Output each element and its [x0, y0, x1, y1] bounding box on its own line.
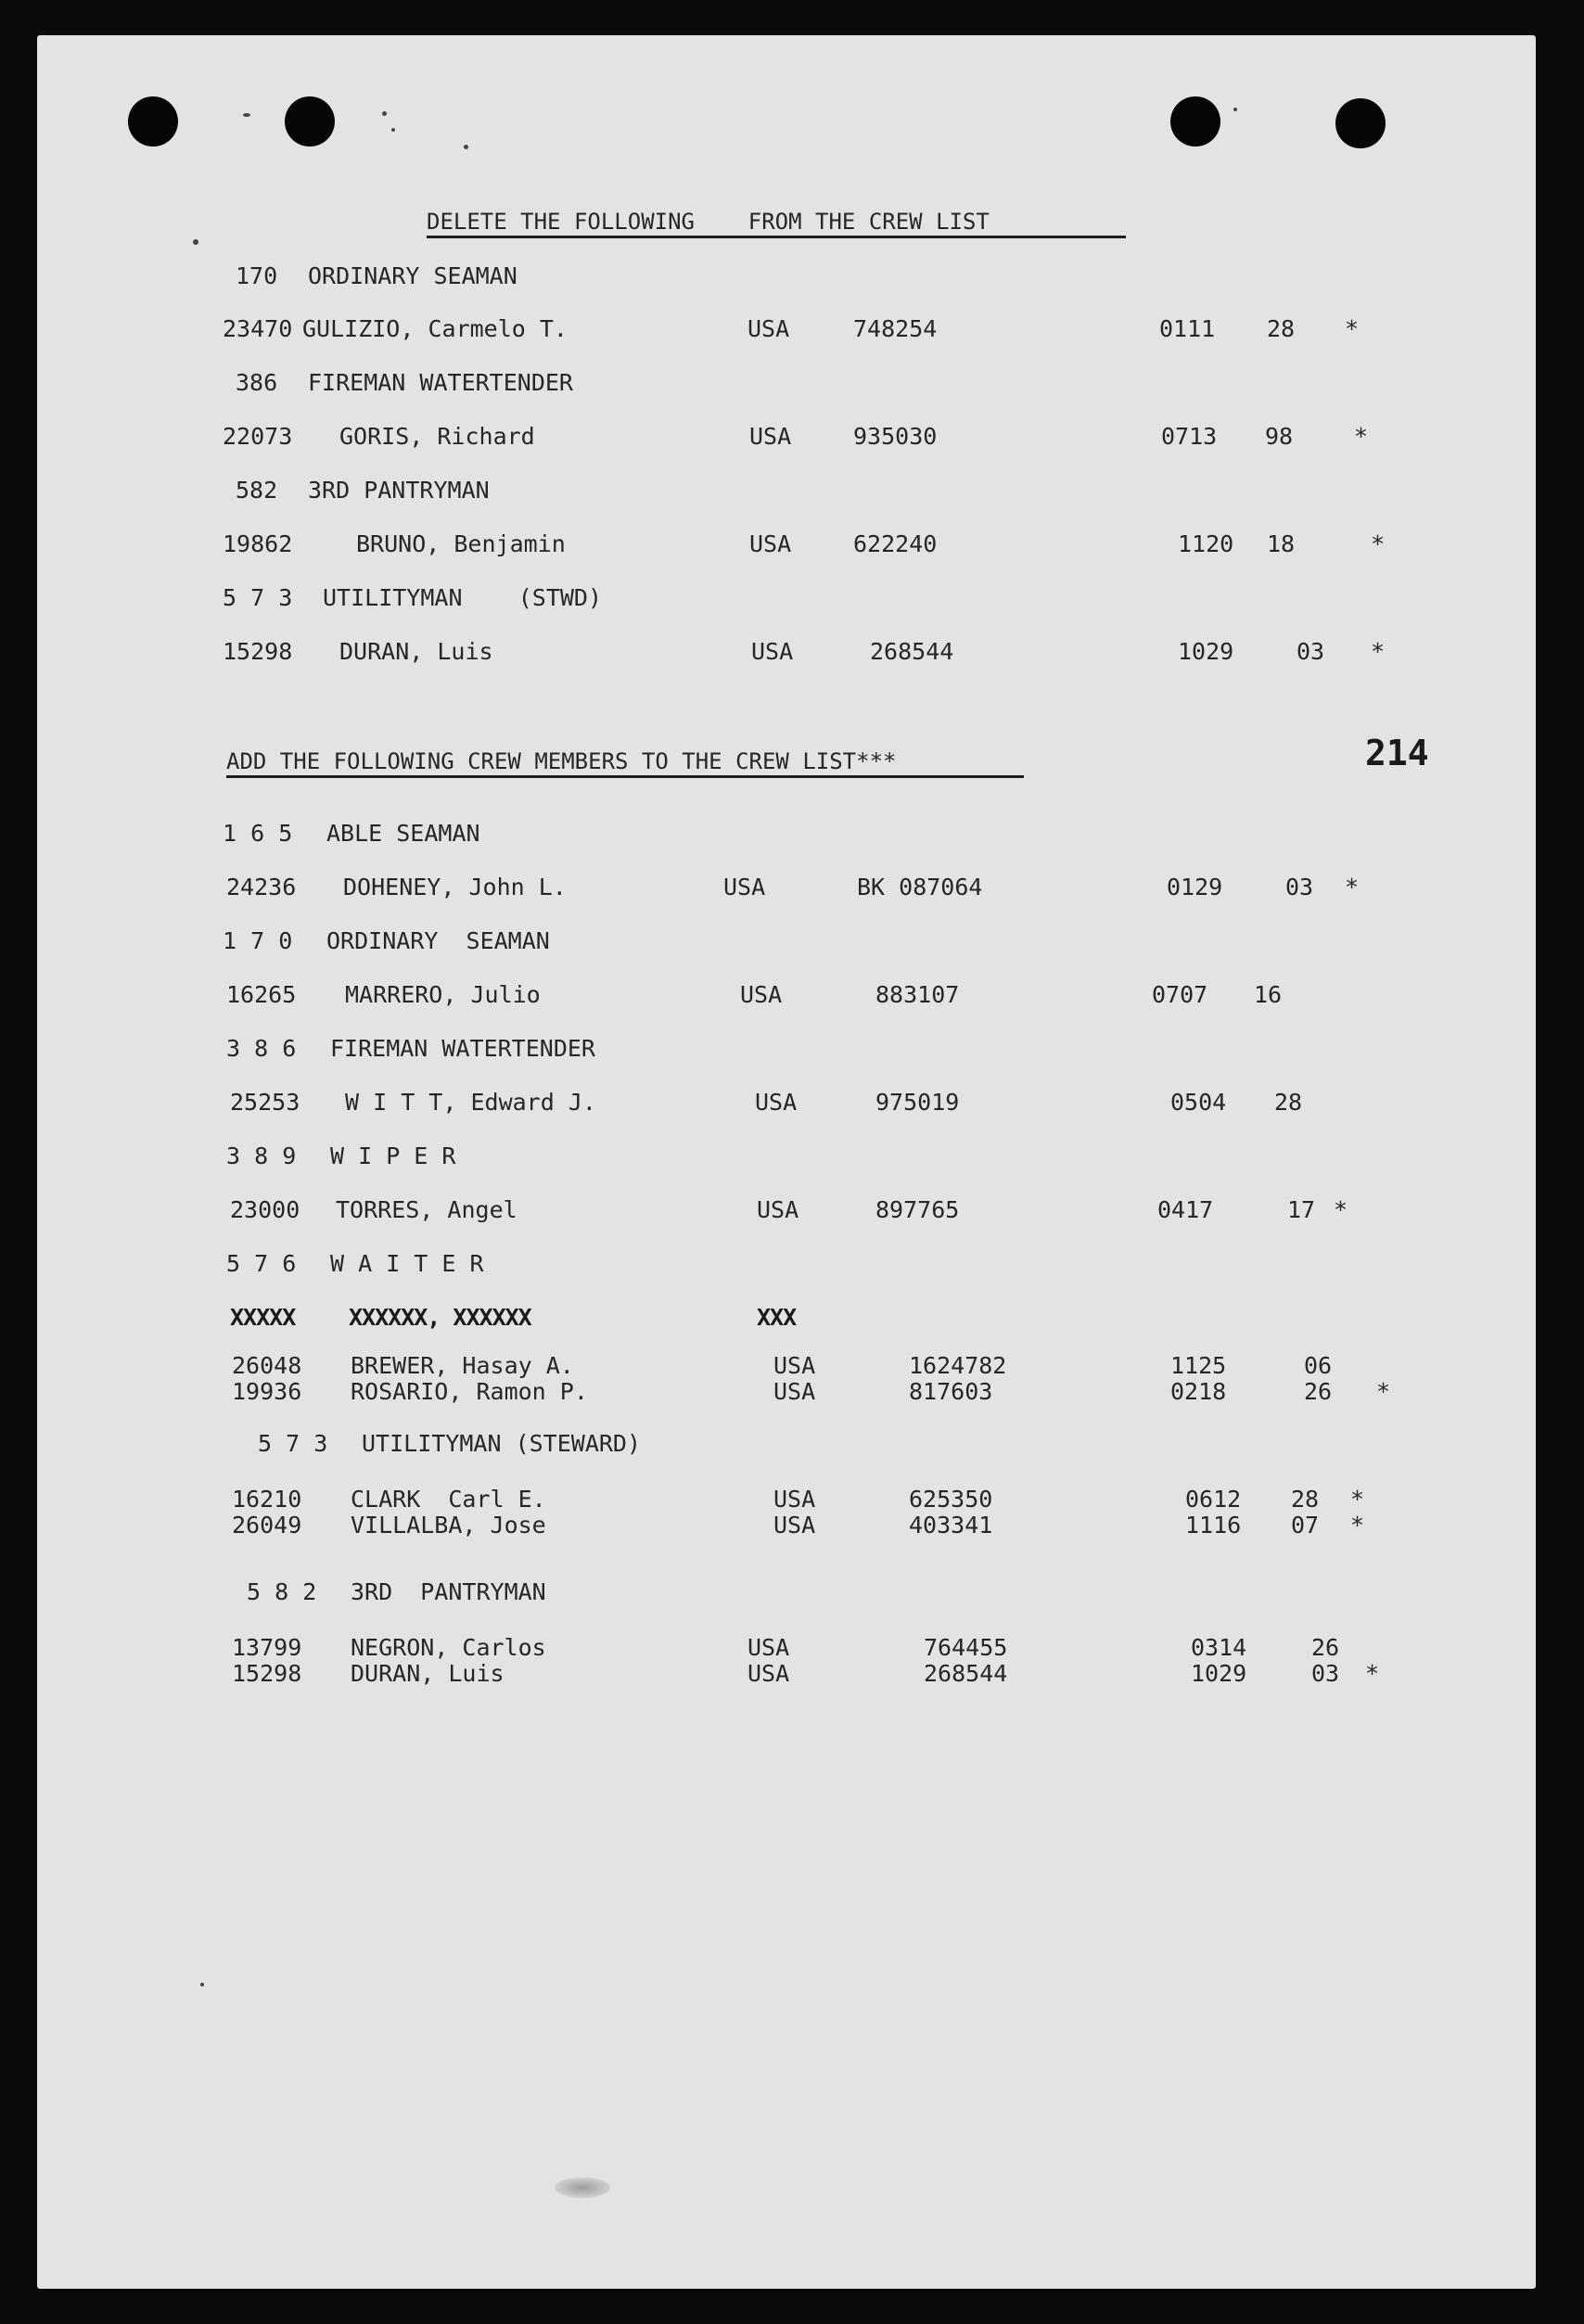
crew-name: BRUNO, Benjamin	[356, 530, 566, 557]
speck	[200, 1983, 204, 1986]
certificate-number: 1624782	[909, 1352, 1007, 1379]
date-code: 0417	[1157, 1196, 1214, 1223]
nationality: USA	[723, 874, 766, 900]
crew-name: NEGRON, Carlos	[351, 1634, 546, 1661]
job-code: 5 7 3	[258, 1430, 328, 1457]
job-code: 1 6 5	[223, 820, 293, 847]
speck	[382, 111, 387, 116]
job-title: UTILITYMAN (STWD)	[323, 584, 603, 611]
asterisk-mark: *	[1376, 1378, 1391, 1405]
number-code: 06	[1304, 1352, 1333, 1379]
certificate-number: 268544	[870, 638, 954, 665]
job-title: ABLE SEAMAN	[326, 820, 480, 847]
crew-id: 24236	[226, 874, 297, 900]
job-title: W A I T E R	[330, 1250, 484, 1277]
date-code: 1120	[1178, 530, 1234, 557]
crew-id: 15298	[223, 638, 293, 665]
job-title: ORDINARY SEAMAN	[326, 927, 550, 954]
crew-name: ROSARIO, Ramon P.	[351, 1378, 588, 1405]
number-code: 17	[1287, 1196, 1316, 1223]
nationality: USA	[747, 1660, 790, 1687]
number-code: 28	[1274, 1089, 1303, 1116]
crew-id: 26048	[232, 1352, 302, 1379]
certificate-number: 268544	[924, 1660, 1008, 1687]
certificate-number: 975019	[875, 1089, 960, 1116]
job-code: 3 8 6	[226, 1035, 297, 1062]
crew-name: DURAN, Luis	[339, 638, 493, 665]
job-title: 3RD PANTRYMAN	[308, 477, 490, 504]
number-code: 03	[1285, 874, 1314, 900]
crew-name: GORIS, Richard	[339, 423, 535, 450]
crew-id: 23000	[230, 1196, 300, 1223]
job-code: 170	[236, 262, 278, 289]
date-code: 1116	[1185, 1512, 1242, 1539]
crew-name: VILLALBA, Jose	[351, 1512, 546, 1539]
date-code: 1125	[1170, 1352, 1227, 1379]
certificate-number: 935030	[853, 423, 938, 450]
certificate-number: 403341	[909, 1512, 993, 1539]
crew-id: 19936	[232, 1378, 302, 1405]
heading-underline	[226, 775, 1024, 778]
crew-id: 16265	[226, 981, 297, 1008]
certificate-number: 817603	[909, 1378, 993, 1405]
certificate-number: 764455	[924, 1634, 1008, 1661]
nationality: USA	[749, 423, 792, 450]
number-code: 28	[1291, 1486, 1320, 1513]
number-code: 16	[1254, 981, 1283, 1008]
crew-name: MARRERO, Julio	[345, 981, 541, 1008]
job-title: UTILITYMAN (STEWARD)	[362, 1430, 642, 1457]
asterisk-mark: *	[1354, 423, 1369, 450]
crew-name: GULIZIO, Carmelo T.	[302, 315, 568, 342]
delete-heading: DELETE THE FOLLOWING FROM THE CREW LIST	[427, 209, 990, 235]
crew-name: BREWER, Hasay A.	[351, 1352, 574, 1379]
job-title: W I P E R	[330, 1143, 456, 1169]
asterisk-mark: *	[1334, 1196, 1348, 1223]
job-title: FIREMAN WATERTENDER	[308, 369, 573, 396]
nationality: USA	[751, 638, 794, 665]
asterisk-mark: *	[1345, 874, 1360, 900]
crew-name: TORRES, Angel	[336, 1196, 517, 1223]
heading-underline	[427, 236, 1126, 238]
certificate-number: 625350	[909, 1486, 993, 1513]
date-code: 0111	[1159, 315, 1216, 342]
number-code: 26	[1311, 1634, 1340, 1661]
nationality: USA	[755, 1089, 798, 1116]
job-title: FIREMAN WATERTENDER	[330, 1035, 595, 1062]
punch-hole	[1170, 96, 1220, 147]
crew-name: W I T T, Edward J.	[345, 1089, 596, 1116]
crew-id: 22073	[223, 423, 293, 450]
job-code: 582	[236, 477, 278, 504]
date-code: 0218	[1170, 1378, 1227, 1405]
job-title: 3RD PANTRYMAN	[351, 1578, 546, 1605]
punch-hole	[128, 96, 178, 147]
date-code: 0129	[1167, 874, 1223, 900]
date-code: 0504	[1170, 1089, 1227, 1116]
job-code: 3 8 9	[226, 1143, 297, 1169]
speck	[243, 113, 250, 117]
crew-name: DOHENEY, John L.	[343, 874, 567, 900]
nationality: USA	[773, 1512, 816, 1539]
nationality: USA	[773, 1352, 816, 1379]
nationality: USA	[740, 981, 783, 1008]
job-title: ORDINARY SEAMAN	[308, 262, 517, 289]
job-code: 5 7 3	[223, 584, 293, 611]
number-code: 18	[1267, 530, 1296, 557]
speck	[1233, 108, 1237, 111]
asterisk-mark: *	[1350, 1486, 1365, 1513]
date-code: 1029	[1178, 638, 1234, 665]
number-code: 03	[1297, 638, 1325, 665]
nationality: USA	[747, 315, 790, 342]
crew-id: 23470	[223, 315, 293, 342]
job-code: 1 7 0	[223, 927, 293, 954]
number-code: 28	[1267, 315, 1296, 342]
job-code: 5 7 6	[226, 1250, 297, 1277]
certificate-number: 883107	[875, 981, 960, 1008]
crew-id: 19862	[223, 530, 293, 557]
speck	[193, 239, 198, 245]
asterisk-mark: *	[1345, 315, 1360, 342]
nationality: USA	[757, 1196, 799, 1223]
smudge	[555, 2177, 610, 2198]
nationality: USA	[773, 1486, 816, 1513]
crew-id: 16210	[232, 1486, 302, 1513]
punch-hole	[1335, 98, 1386, 148]
nationality: USA	[773, 1378, 816, 1405]
date-code: 0707	[1152, 981, 1208, 1008]
nationality: USA	[747, 1634, 790, 1661]
job-code: 5 8 2	[247, 1578, 317, 1605]
struck-out-id: XXXXX	[230, 1304, 296, 1331]
asterisk-mark: *	[1350, 1512, 1365, 1539]
nationality: USA	[749, 530, 792, 557]
crew-id: 26049	[232, 1512, 302, 1539]
certificate-number: 897765	[875, 1196, 960, 1223]
crew-id: 25253	[230, 1089, 300, 1116]
asterisk-mark: *	[1365, 1660, 1380, 1687]
date-code: 0713	[1161, 423, 1218, 450]
date-code: 1029	[1191, 1660, 1247, 1687]
certificate-number: 622240	[853, 530, 938, 557]
date-code: 0612	[1185, 1486, 1242, 1513]
add-heading: ADD THE FOLLOWING CREW MEMBERS TO THE CREW LIST***	[226, 748, 897, 774]
speck	[391, 128, 395, 132]
punch-hole	[285, 96, 335, 147]
crew-id: 15298	[232, 1660, 302, 1687]
job-code: 386	[236, 369, 278, 396]
struck-out-name: XXXXXX, XXXXXX	[349, 1304, 531, 1331]
certificate-number: 748254	[853, 315, 938, 342]
document-page	[37, 35, 1536, 2289]
crew-name: DURAN, Luis	[351, 1660, 505, 1687]
number-code: 03	[1311, 1660, 1340, 1687]
date-code: 0314	[1191, 1634, 1247, 1661]
asterisk-mark: *	[1371, 638, 1386, 665]
certificate-number: BK 087064	[857, 874, 983, 900]
page-number: 214	[1365, 733, 1429, 773]
crew-id: 13799	[232, 1634, 302, 1661]
number-code: 07	[1291, 1512, 1320, 1539]
struck-out-nationality: XXX	[757, 1304, 797, 1331]
asterisk-mark: *	[1371, 530, 1386, 557]
number-code: 98	[1265, 423, 1294, 450]
crew-name: CLARK Carl E.	[351, 1486, 546, 1513]
number-code: 26	[1304, 1378, 1333, 1405]
speck	[464, 145, 468, 149]
